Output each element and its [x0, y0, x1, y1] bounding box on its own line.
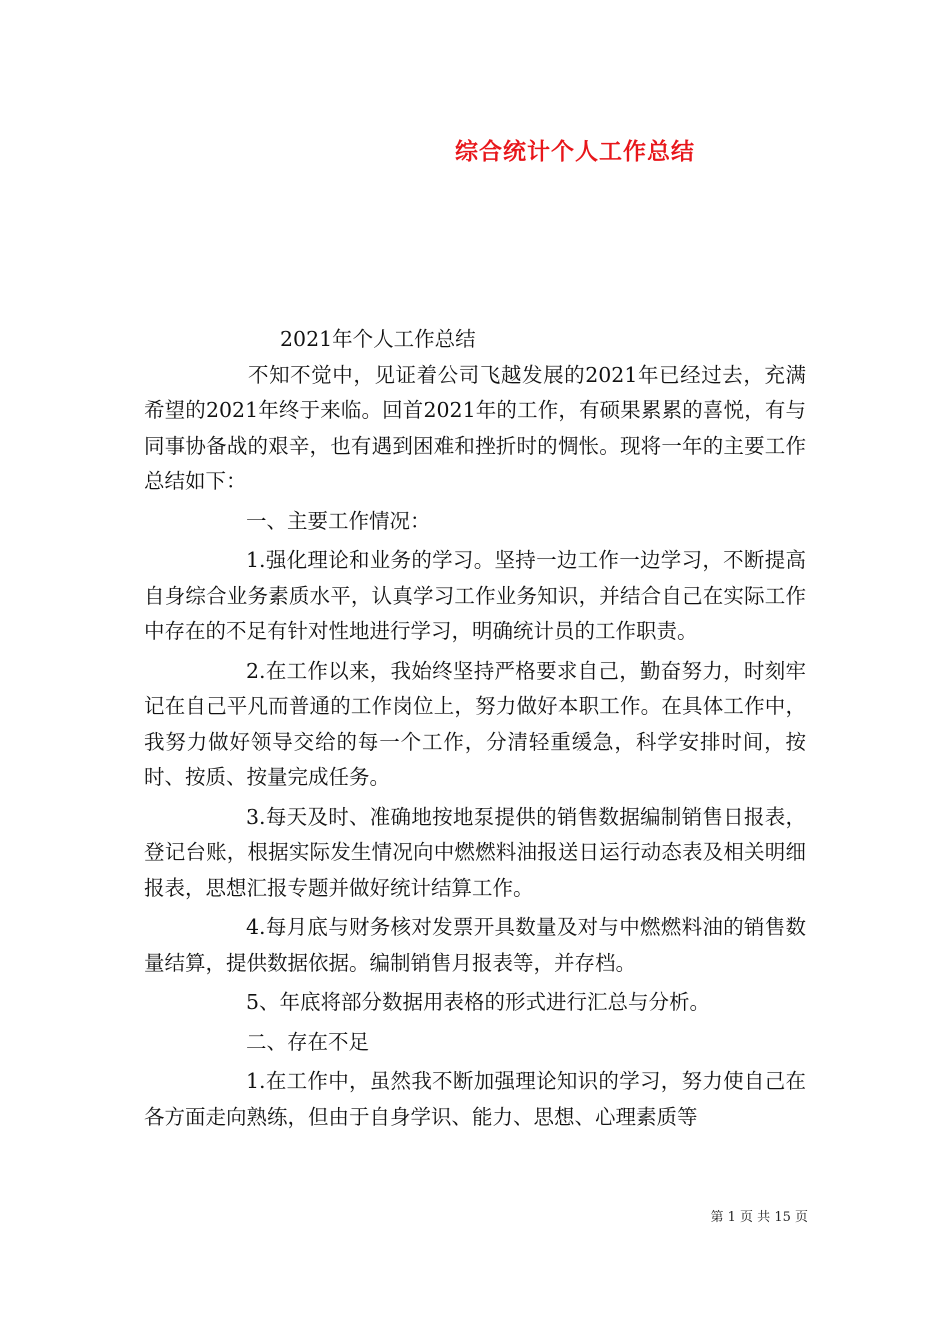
- paragraph-item-2: 2.在工作以来，我始终坚持严格要求自己，勤奋努力，时刻牢记在自己平凡而普通的工作岗位上，努力做好本职工作。在具体工作中，我努力做好领导交给的每一个工作，分清轻重缓急，科学安排时间，按时、按质、按量完成任务。: [144, 658, 806, 789]
- page-footer: 第 1 页 共 15 页: [710, 1210, 808, 1225]
- paragraph-item-3: 3.每天及时、准确地按地泵提供的销售数据编制销售日报表，登记台账，根据实际发生情况向中燃燃料油报送日运行动态表及相关明细报表，思想汇报专题并做好统计结算工作。: [144, 804, 806, 900]
- intro-paragraph: 不知不觉中，见证着公司飞越发展的2021年已经过去，充满希望的2021年终于来临。回首2021年的工作，有硕果累累的喜悦，有与同事协备战的艰辛，也有遇到困难和挫折时的惆怅。现将一年的主要工作总结如下：: [144, 362, 806, 493]
- document-subtitle: 2021年个人工作总结: [280, 327, 476, 351]
- paragraph-item-5: 5、年底将部分数据用表格的形式进行汇总与分析。: [246, 990, 711, 1014]
- document-body: [144, 322, 806, 1139]
- section-heading-main-work: 一、主要工作情况：: [246, 508, 431, 533]
- paragraph-item-1: 1.强化理论和业务的学习。坚持一边工作一边学习，不断提高自身综合业务素质水平，认真学习工作业务知识，并结合自己在实际工作中存在的不足有针对性地进行学习，明确统计员的工作职责。: [144, 548, 806, 643]
- paragraph-shortcoming-1: 1.在工作中，虽然我不断加强理论知识的学习，努力使自己在各方面走向熟练，但由于自身学识、能力、思想、心理素质等: [144, 1069, 806, 1129]
- paragraph-item-4: 4.每月底与财务核对发票开具数量及对与中燃燃料油的销售数量结算，提供数据依据。编制销售月报表等，并存档。: [144, 915, 806, 975]
- section-heading-shortcomings: 二、存在不足: [246, 1029, 369, 1054]
- document-title: 综合统计个人工作总结: [455, 139, 695, 165]
